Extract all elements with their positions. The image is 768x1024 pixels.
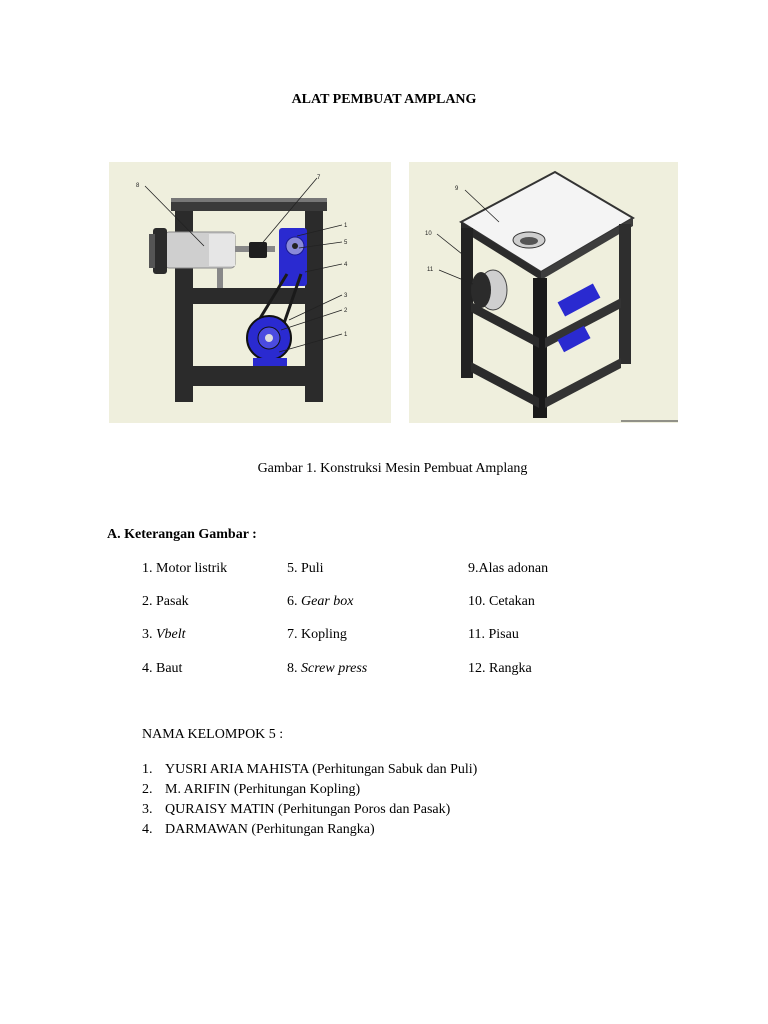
callout-label: 7 [317, 175, 321, 181]
legend-item-number: 7. [287, 627, 301, 642]
frame-leg [619, 224, 631, 364]
legend-item-text: Motor listrik [156, 561, 228, 576]
legend-item-text: Cetakan [489, 594, 535, 609]
legend-item-text: Pasak [156, 594, 189, 609]
legend-item [142, 594, 189, 610]
gearbox [279, 228, 307, 286]
legend-item [287, 661, 367, 677]
machine-isometric-view-drawing [409, 162, 678, 423]
screw-press-knob [153, 228, 167, 274]
legend-item-text: Puli [301, 561, 324, 576]
frame-lower-rail [189, 366, 309, 386]
figure-caption: Gambar 1. Konstruksi Mesin Pembuat Amplang [257, 461, 528, 476]
callout-label: 3 [344, 293, 348, 299]
member-number: 2. [142, 782, 153, 797]
legend-item-text: Vbelt [156, 627, 186, 642]
document-title: ALAT PEMBUAT AMPLANG [291, 92, 477, 107]
member-item [142, 822, 375, 838]
callout-label: 1 [344, 223, 348, 229]
legend-item-number: 9. [468, 561, 479, 576]
legend-item-number: 1. [142, 561, 156, 576]
screw-press-knob [471, 272, 491, 308]
legend-item-number: 2. [142, 594, 156, 609]
legend-item [142, 627, 186, 643]
legend-item [468, 561, 548, 577]
coupling [249, 242, 267, 258]
member-item [142, 802, 450, 818]
member-item [142, 762, 477, 778]
legend-item-text: Kopling [301, 627, 347, 642]
legend-item [142, 661, 182, 677]
callout-label: 2 [344, 308, 348, 314]
legend-item [468, 627, 519, 643]
legend-item-number: 11. [468, 627, 489, 642]
legend-item-number: 4. [142, 661, 156, 676]
legend-item-number: 12. [468, 661, 489, 676]
legend-item [287, 627, 347, 643]
callout-label: 5 [344, 240, 348, 246]
group-title: NAMA KELOMPOK 5 : [142, 727, 284, 742]
legend-item-text: Alas adonan [478, 561, 549, 576]
legend-item-text: Rangka [489, 661, 532, 676]
legend-item-number: 3. [142, 627, 156, 642]
member-text: DARMAWAN (Perhitungan Rangka) [165, 822, 375, 837]
callout-label: 11 [427, 267, 434, 273]
legend-item-text: Pisau [488, 627, 519, 642]
machine-front-view-drawing [109, 162, 391, 423]
callout-label: 4 [344, 262, 348, 268]
legend-item-text: Screw press [301, 661, 368, 676]
machine-front-view-figure [109, 162, 391, 423]
legend-item [468, 594, 535, 610]
legend-item-text: Gear box [301, 594, 354, 609]
member-text: QURAISY MATIN (Perhitungan Poros dan Pasak) [165, 802, 451, 817]
legend-item [287, 561, 324, 577]
motor-base [253, 358, 287, 366]
member-text: YUSRI ARIA MAHISTA (Perhitungan Sabuk dan Puli) [165, 762, 478, 777]
callout-label: 10 [425, 231, 432, 237]
legend-item-number: 10. [468, 594, 489, 609]
dough-plate [461, 172, 633, 272]
member-item [142, 782, 360, 798]
legend-item [142, 561, 227, 577]
member-number: 1. [142, 762, 153, 777]
callout-label: 9 [455, 186, 459, 192]
callout-label: 8 [136, 183, 140, 189]
member-text: M. ARIFIN (Perhitungan Kopling) [165, 782, 361, 797]
legend-title: A. Keterangan Gambar : [107, 527, 257, 542]
callout-label: 1 [344, 332, 348, 338]
member-number: 3. [142, 802, 153, 817]
legend-item-number: 5. [287, 561, 301, 576]
legend-item-number: 6. [287, 594, 301, 609]
legend-item [468, 661, 532, 677]
legend-item [287, 594, 354, 610]
legend-item-text: Baut [156, 661, 183, 676]
legend-item-number: 8. [287, 661, 301, 676]
member-number: 4. [142, 822, 153, 837]
machine-isometric-view-figure [409, 162, 678, 423]
